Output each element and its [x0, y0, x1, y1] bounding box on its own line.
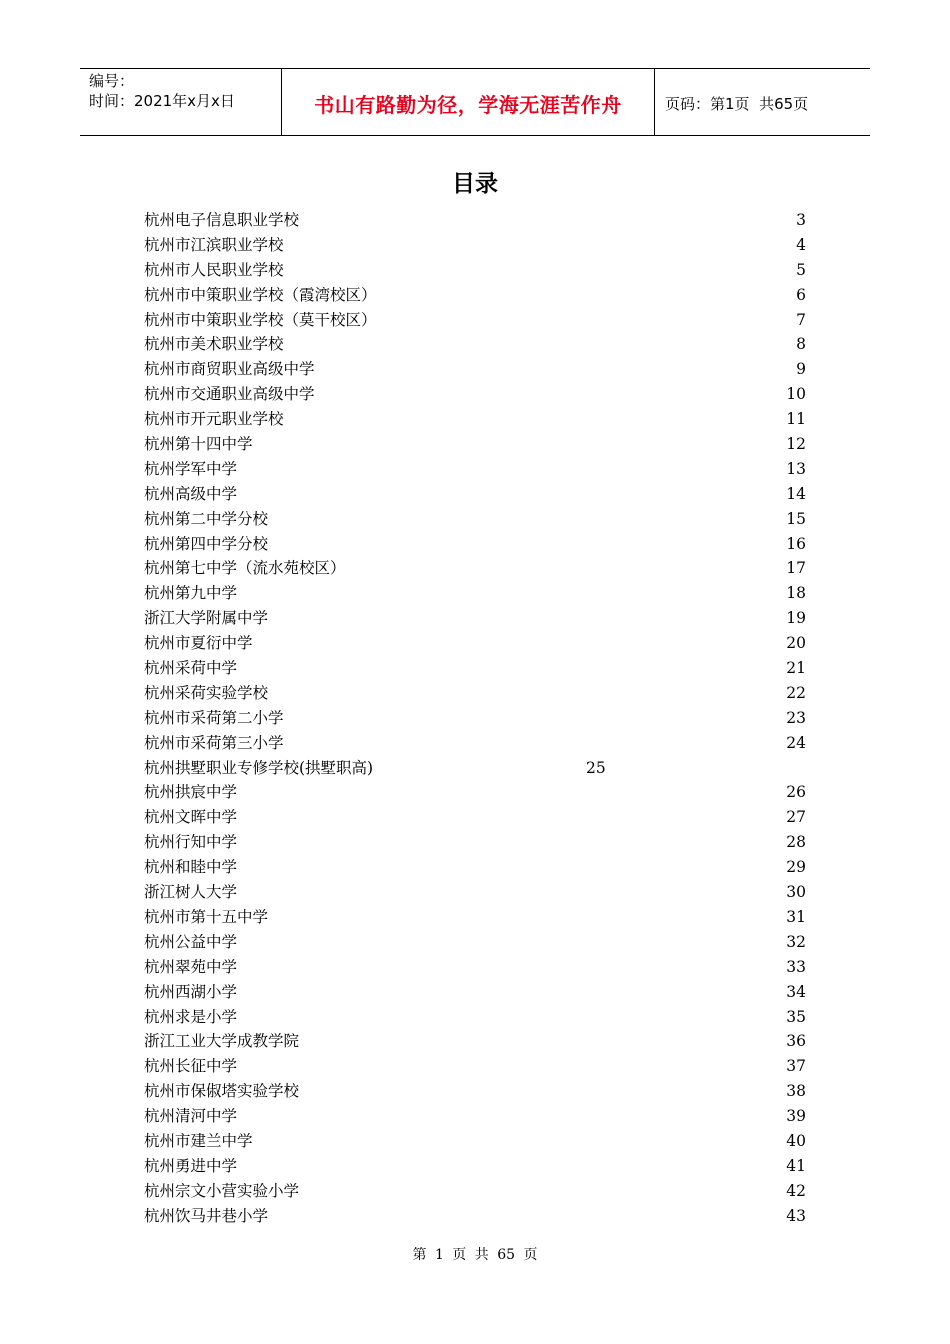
toc-entry-page: 26	[786, 783, 806, 802]
toc-entry-title: 杭州市第十五中学	[144, 907, 269, 926]
toc-entry-title: 杭州第七中学（流水苑校区）	[144, 559, 346, 578]
toc-entry	[144, 880, 806, 905]
toc-entry	[144, 283, 806, 308]
toc-entry	[144, 507, 806, 532]
toc-entry	[144, 432, 806, 457]
toc-entry	[144, 980, 806, 1005]
toc-entry-page: 4	[796, 235, 806, 254]
toc-entry-page: 27	[786, 808, 806, 827]
toc-entry	[144, 681, 806, 706]
toc-entry	[144, 606, 806, 631]
toc-entry-page: 39	[786, 1107, 806, 1126]
toc-entry-page: 10	[786, 385, 806, 404]
toc-entry-title: 杭州和睦中学	[144, 858, 238, 877]
toc-entry-page: 19	[786, 609, 806, 628]
toc-entry-page: 42	[786, 1181, 806, 1200]
toc-entry	[144, 930, 806, 955]
toc-entry-title: 杭州西湖小学	[144, 982, 238, 1001]
page-footer: 第 1 页 共 65 页	[412, 1247, 538, 1263]
toc-entry	[144, 532, 806, 557]
toc-entry-title: 杭州市中策职业学校（莫干校区）	[144, 310, 377, 329]
toc-entry	[144, 1104, 806, 1129]
toc-entry-page: 30	[786, 883, 806, 902]
toc-entry	[144, 731, 806, 756]
toc-entry-title: 杭州市交通职业高级中学	[144, 385, 315, 404]
toc-entry	[144, 357, 806, 382]
toc-entry-title: 杭州市保俶塔实验学校	[144, 1082, 300, 1101]
toc-entry-page: 7	[796, 310, 806, 329]
toc-entry-title: 杭州文晖中学	[144, 808, 238, 827]
toc-entry	[144, 1054, 806, 1079]
page-title: 目录	[452, 171, 498, 197]
toc-entry-page: 13	[786, 459, 806, 478]
toc-entry-page: 21	[786, 659, 806, 678]
toc-entry-page: 31	[786, 907, 806, 926]
header-meta	[80, 69, 282, 135]
toc-entry	[144, 905, 806, 930]
toc-entry	[144, 1029, 806, 1054]
toc-entry-page: 32	[786, 932, 806, 951]
toc-entry	[144, 258, 806, 283]
toc-entry	[144, 382, 806, 407]
serial-label: 编号：	[89, 72, 135, 90]
toc-entry-page: 24	[786, 733, 806, 752]
page-header	[80, 68, 870, 136]
toc-entry-title: 杭州清河中学	[144, 1107, 238, 1126]
toc-entry-page: 38	[786, 1082, 806, 1101]
header-page-info-cell	[655, 69, 870, 135]
toc-entry-title: 杭州市夏衍中学	[144, 634, 253, 653]
toc-entry-title: 浙江大学附属中学	[144, 609, 269, 628]
toc-entry-page: 40	[786, 1131, 806, 1150]
toc-entry-title: 杭州市采荷第三小学	[144, 733, 284, 752]
toc-entry	[144, 457, 806, 482]
toc-entry	[144, 1154, 806, 1179]
toc-entry	[144, 656, 806, 681]
toc-entry-page: 36	[786, 1032, 806, 1051]
toc-entry-title: 杭州市商贸职业高级中学	[144, 360, 315, 379]
toc-entry	[144, 955, 806, 980]
motto: 书山有路勤为径，学海无涯苦作舟	[314, 92, 622, 117]
toc-entry	[144, 1005, 806, 1030]
toc-entry	[144, 855, 806, 880]
toc-entry	[144, 756, 806, 781]
toc-entry-page: 12	[786, 435, 806, 454]
toc-entry-page: 43	[786, 1206, 806, 1225]
toc-entry-title: 杭州市开元职业学校	[144, 410, 284, 429]
toc-entry-page: 33	[786, 957, 806, 976]
toc-entry-title: 杭州饮马井巷小学	[144, 1206, 269, 1225]
toc-entry-page: 23	[786, 708, 806, 727]
toc-entry-title: 杭州第四中学分校	[144, 534, 269, 553]
toc-entry-title: 杭州拱宸中学	[144, 783, 238, 802]
toc-entry-page: 29	[786, 858, 806, 877]
toc-entry-page: 28	[786, 833, 806, 852]
toc-entry-title: 杭州市建兰中学	[144, 1131, 253, 1150]
toc-entry-title: 杭州拱墅职业专修学校(拱墅职高)	[144, 758, 374, 777]
toc-entry	[144, 556, 806, 581]
toc-entry-page: 18	[786, 584, 806, 603]
toc-entry	[144, 830, 806, 855]
toc-entry	[144, 482, 806, 507]
toc-entry-page: 11	[786, 410, 806, 429]
toc-entry	[144, 631, 806, 656]
toc-entry-title: 杭州采荷实验学校	[144, 683, 269, 702]
toc-entry-title: 杭州市美术职业学校	[144, 335, 284, 354]
toc-entry-page: 34	[786, 982, 806, 1001]
toc-entry-page: 17	[786, 559, 806, 578]
toc-entry-page: 8	[796, 335, 806, 354]
toc-entry-page: 25	[586, 758, 606, 777]
toc-entry	[144, 308, 806, 333]
toc-entry-page: 15	[786, 509, 806, 528]
toc-entry	[144, 581, 806, 606]
toc-entry	[144, 1129, 806, 1154]
toc-entry-page: 16	[786, 534, 806, 553]
toc-entry-title: 杭州市江滨职业学校	[144, 235, 284, 254]
toc-entry-title: 杭州第十四中学	[144, 435, 253, 454]
toc-entry	[144, 233, 806, 258]
toc-entry	[144, 332, 806, 357]
header-motto-cell	[282, 69, 655, 135]
toc-entry-page: 5	[796, 260, 806, 279]
toc-entry-title: 杭州勇进中学	[144, 1156, 238, 1175]
toc-entry	[144, 805, 806, 830]
toc-entry-title: 浙江工业大学成教学院	[144, 1032, 300, 1051]
toc-entry-title: 杭州市人民职业学校	[144, 260, 284, 279]
toc-entry	[144, 208, 806, 233]
toc-entry-title: 杭州采荷中学	[144, 659, 238, 678]
toc-entry-title: 杭州高级中学	[144, 484, 238, 503]
toc-entry-title: 浙江树人大学	[144, 883, 238, 902]
toc-entry-page: 37	[786, 1057, 806, 1076]
toc-entry-title: 杭州求是小学	[144, 1007, 238, 1026]
toc-entry-title: 杭州长征中学	[144, 1057, 238, 1076]
time-label: 时间：2021年x月x日	[89, 92, 235, 110]
toc-entry-page: 22	[786, 683, 806, 702]
toc-entry-page: 6	[796, 285, 806, 304]
page-info: 页码：第1页 共65页	[665, 94, 809, 113]
toc-entry-page: 9	[796, 360, 806, 379]
toc-entry	[144, 407, 806, 432]
toc-entry-title: 杭州宗文小营实验小学	[144, 1181, 300, 1200]
toc-entry-page: 41	[786, 1156, 806, 1175]
toc-entry-title: 杭州第二中学分校	[144, 509, 269, 528]
toc-entry	[144, 706, 806, 731]
toc-entry-title: 杭州学军中学	[144, 459, 238, 478]
toc-entry-page: 3	[796, 211, 806, 229]
toc-entry	[144, 780, 806, 805]
toc-entry-title: 杭州行知中学	[144, 833, 238, 852]
toc-entry	[144, 1204, 806, 1229]
toc-entry-title: 杭州电子信息职业学校	[144, 211, 300, 229]
toc-entry-title: 杭州市采荷第二小学	[144, 708, 284, 727]
toc-entry-title: 杭州公益中学	[144, 932, 238, 951]
toc-entry-title: 杭州第九中学	[144, 584, 238, 603]
toc-entry	[144, 1079, 806, 1104]
toc-entry-page: 35	[786, 1007, 806, 1026]
table-of-contents	[144, 208, 806, 1229]
toc-entry-page: 14	[786, 484, 806, 503]
toc-entry-title: 杭州翠苑中学	[144, 957, 238, 976]
toc-entry-page: 20	[786, 634, 806, 653]
toc-entry-title: 杭州市中策职业学校（霞湾校区）	[144, 285, 377, 304]
toc-entry	[144, 1179, 806, 1204]
